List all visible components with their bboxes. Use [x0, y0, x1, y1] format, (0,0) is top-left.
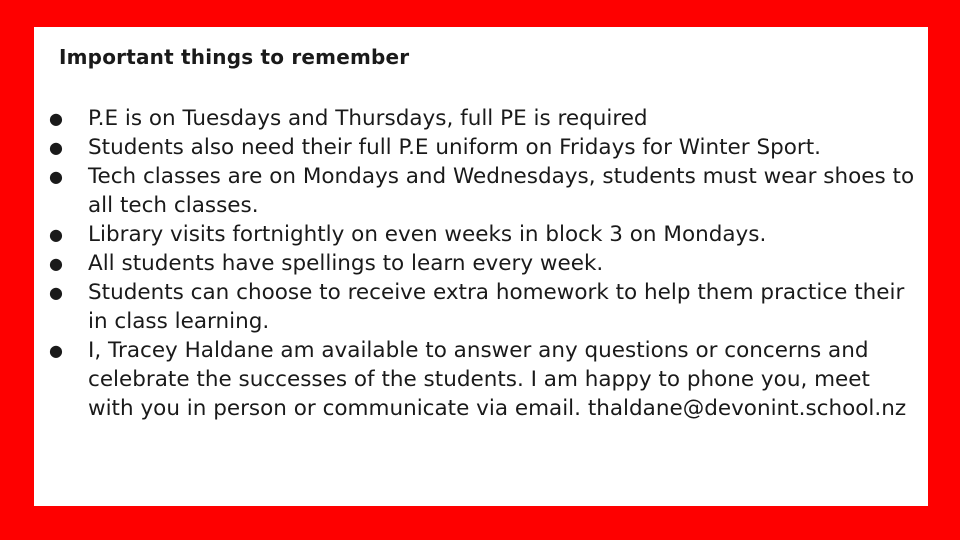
- bullet-item-spellings: [34, 249, 928, 278]
- bullet-item-contact: [34, 336, 928, 423]
- bullet-item-pe-days: [34, 104, 928, 133]
- bullet-text: Library visits fortnightly on even weeks in block 3 on Mondays.: [88, 222, 767, 247]
- bullet-dot-icon: ●: [49, 138, 63, 157]
- slide-title: Important things to remember: [59, 45, 410, 69]
- bullet-text: Students also need their full P.E uniform on Fridays for Winter Sport.: [88, 135, 822, 160]
- bullet-item-extra-homework: [34, 278, 928, 336]
- bullet-dot-icon: ●: [49, 254, 63, 273]
- bullet-text: All students have spellings to learn every week.: [88, 251, 604, 276]
- bullet-dot-icon: ●: [49, 283, 63, 302]
- content-panel: [34, 27, 928, 506]
- bullet-dot-icon: ●: [49, 341, 63, 360]
- bullet-item-friday-uniform: [34, 133, 928, 162]
- bullet-item-tech-classes: [34, 162, 928, 220]
- bullet-list: [34, 104, 928, 423]
- bullet-dot-icon: ●: [49, 225, 63, 244]
- bullet-text: Students can choose to receive extra homework to help them practice their in class learning.: [88, 280, 905, 334]
- bullet-text: Tech classes are on Mondays and Wednesdays, students must wear shoes to all tech classes.: [88, 164, 915, 218]
- bullet-text: I, Tracey Haldane am available to answer any questions or concerns and celebrate the successes of the students. I am happy to phone you, meet with you in person or communicate via email. thaldane@devonint.school.nz: [88, 338, 907, 421]
- bullet-text: P.E is on Tuesdays and Thursdays, full PE is required: [88, 106, 648, 131]
- bullet-item-library: [34, 220, 928, 249]
- bullet-dot-icon: ●: [49, 167, 63, 186]
- bullet-dot-icon: ●: [49, 109, 63, 128]
